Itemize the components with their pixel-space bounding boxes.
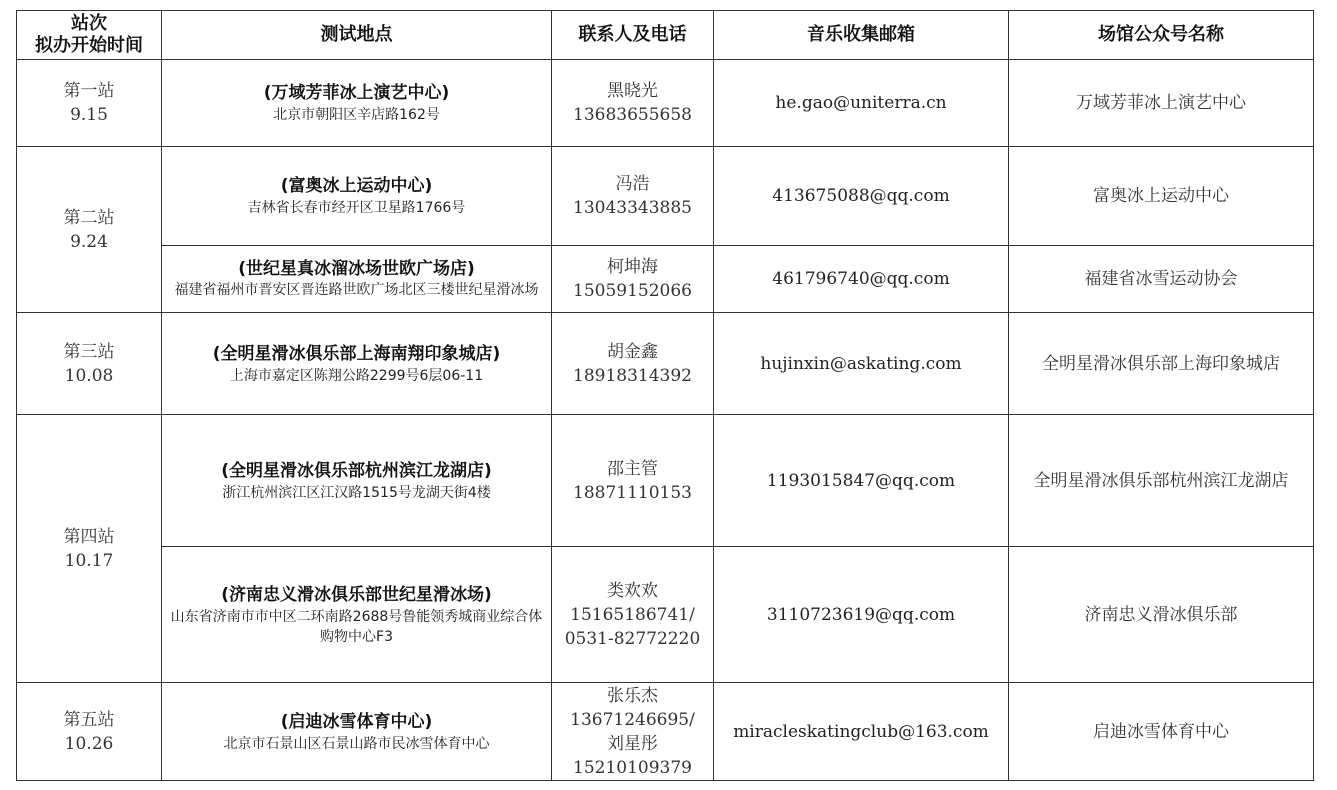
- header-account: 场馆公众号名称: [1009, 11, 1314, 60]
- venue-address: 山东省济南市市中区二环南路2688号鲁能领秀城商业综合体购物中心F3: [170, 608, 543, 645]
- email-cell: 3110723619@qq.com: [714, 547, 1009, 683]
- contact-line: 13671246695/: [570, 709, 695, 730]
- email-cell: 1193015847@qq.com: [714, 415, 1009, 547]
- station-name: 第一站: [63, 81, 115, 101]
- location-cell: [162, 415, 552, 547]
- contact-cell: [552, 60, 714, 147]
- station-date: 10.26: [64, 733, 114, 754]
- location-cell: [162, 547, 552, 683]
- table-row: [17, 313, 1314, 415]
- contact-cell: [552, 415, 714, 547]
- contact-line: 冯浩: [615, 174, 650, 194]
- location-cell: [162, 313, 552, 415]
- station-cell: [17, 683, 162, 781]
- contact-cell: [552, 313, 714, 415]
- account-cell: 启迪冰雪体育中心: [1009, 683, 1314, 781]
- station-name: 第二站: [63, 207, 115, 228]
- contact-cell: [552, 147, 714, 246]
- station-cell: [17, 147, 162, 313]
- contact-line: 类欢欢: [607, 580, 658, 601]
- station-date: 10.08: [64, 365, 114, 386]
- account-cell: 富奥冰上运动中心: [1009, 147, 1314, 246]
- station-date: 9.24: [70, 231, 108, 252]
- station-cell: [17, 60, 162, 147]
- test-schedule-table: [16, 10, 1314, 781]
- account-cell: 济南忠义滑冰俱乐部: [1009, 547, 1314, 683]
- contact-line: 0531-82772220: [564, 628, 701, 649]
- contact-line: 柯坤海: [607, 257, 658, 277]
- station-date: 9.15: [70, 105, 108, 125]
- contact-cell: [552, 683, 714, 781]
- location-cell: [162, 683, 552, 781]
- table-row: [17, 246, 1314, 313]
- contact-line: 胡金鑫: [607, 341, 658, 362]
- station-cell: [17, 313, 162, 415]
- table-row: [17, 147, 1314, 246]
- location-cell: [162, 246, 552, 313]
- venue-name: (世纪星真冰溜冰场世欧广场店): [238, 258, 475, 279]
- contact-line: 18918314392: [573, 365, 692, 386]
- account-cell: 万域芳菲冰上演艺中心: [1009, 60, 1314, 147]
- header-station: [17, 11, 162, 60]
- contact-line: 13043343885: [573, 198, 692, 218]
- venue-name: (全明星滑冰俱乐部杭州滨江龙湖店): [221, 460, 492, 481]
- venue-name: (万域芳菲冰上演艺中心): [263, 83, 450, 103]
- account-cell: 全明星滑冰俱乐部杭州滨江龙湖店: [1009, 415, 1314, 547]
- header-row: [17, 11, 1314, 60]
- header-location: 测试地点: [162, 11, 552, 60]
- venue-address: 浙江杭州滨江区江汉路1515号龙湖天街4楼: [222, 484, 491, 501]
- contact-cell: [552, 246, 714, 313]
- contact-line: 张乐杰: [607, 685, 658, 706]
- station-name: 第五站: [63, 709, 115, 730]
- table-row: [17, 60, 1314, 147]
- contact-line: 13683655658: [573, 105, 692, 125]
- contact-line: 15059152066: [573, 281, 692, 301]
- venue-address: 北京市石景山区石景山路市民冰雪体育中心: [223, 735, 490, 752]
- station-cell: [17, 415, 162, 683]
- venue-address: 北京市朝阳区辛店路162号: [273, 107, 440, 123]
- header-start-time-label: 拟办开始时间: [35, 35, 143, 56]
- account-cell: 福建省冰雪运动协会: [1009, 246, 1314, 313]
- contact-line: 15165186741/: [570, 604, 695, 625]
- email-cell: hujinxin@askating.com: [714, 313, 1009, 415]
- location-cell: [162, 60, 552, 147]
- contact-line: 邵主管: [607, 458, 658, 479]
- contact-line: 黑晓光: [607, 81, 658, 101]
- email-cell: miracleskatingclub@163.com: [714, 683, 1009, 781]
- venue-name: (启迪冰雪体育中心): [280, 711, 433, 732]
- station-name: 第四站: [63, 526, 115, 547]
- station-date: 10.17: [64, 550, 114, 571]
- contact-line: 15210109379: [573, 757, 692, 778]
- header-station-label: 站次: [71, 13, 107, 34]
- venue-address: 福建省福州市晋安区晋连路世欧广场北区三楼世纪星滑冰场: [174, 281, 539, 298]
- email-cell: 461796740@qq.com: [714, 246, 1009, 313]
- venue-address: 吉林省长春市经开区卫星路1766号: [247, 200, 466, 216]
- email-cell: 413675088@qq.com: [714, 147, 1009, 246]
- venue-name: (济南忠义滑冰俱乐部世纪星滑冰场): [221, 584, 492, 605]
- table-row: [17, 415, 1314, 547]
- contact-cell: [552, 547, 714, 683]
- contact-line: 18871110153: [573, 482, 692, 503]
- venue-address: 上海市嘉定区陈翔公路2299号6层06-11: [229, 367, 484, 384]
- venue-name: (全明星滑冰俱乐部上海南翔印象城店): [212, 343, 501, 364]
- location-cell: [162, 147, 552, 246]
- venue-name: (富奥冰上运动中心): [280, 176, 433, 196]
- station-name: 第三站: [63, 341, 115, 362]
- table-row: [17, 547, 1314, 683]
- email-cell: he.gao@uniterra.cn: [714, 60, 1009, 147]
- contact-line: 刘星彤: [607, 733, 658, 754]
- account-cell: 全明星滑冰俱乐部上海印象城店: [1009, 313, 1314, 415]
- table-row: [17, 683, 1314, 781]
- header-contact: 联系人及电话: [552, 11, 714, 60]
- header-email: 音乐收集邮箱: [714, 11, 1009, 60]
